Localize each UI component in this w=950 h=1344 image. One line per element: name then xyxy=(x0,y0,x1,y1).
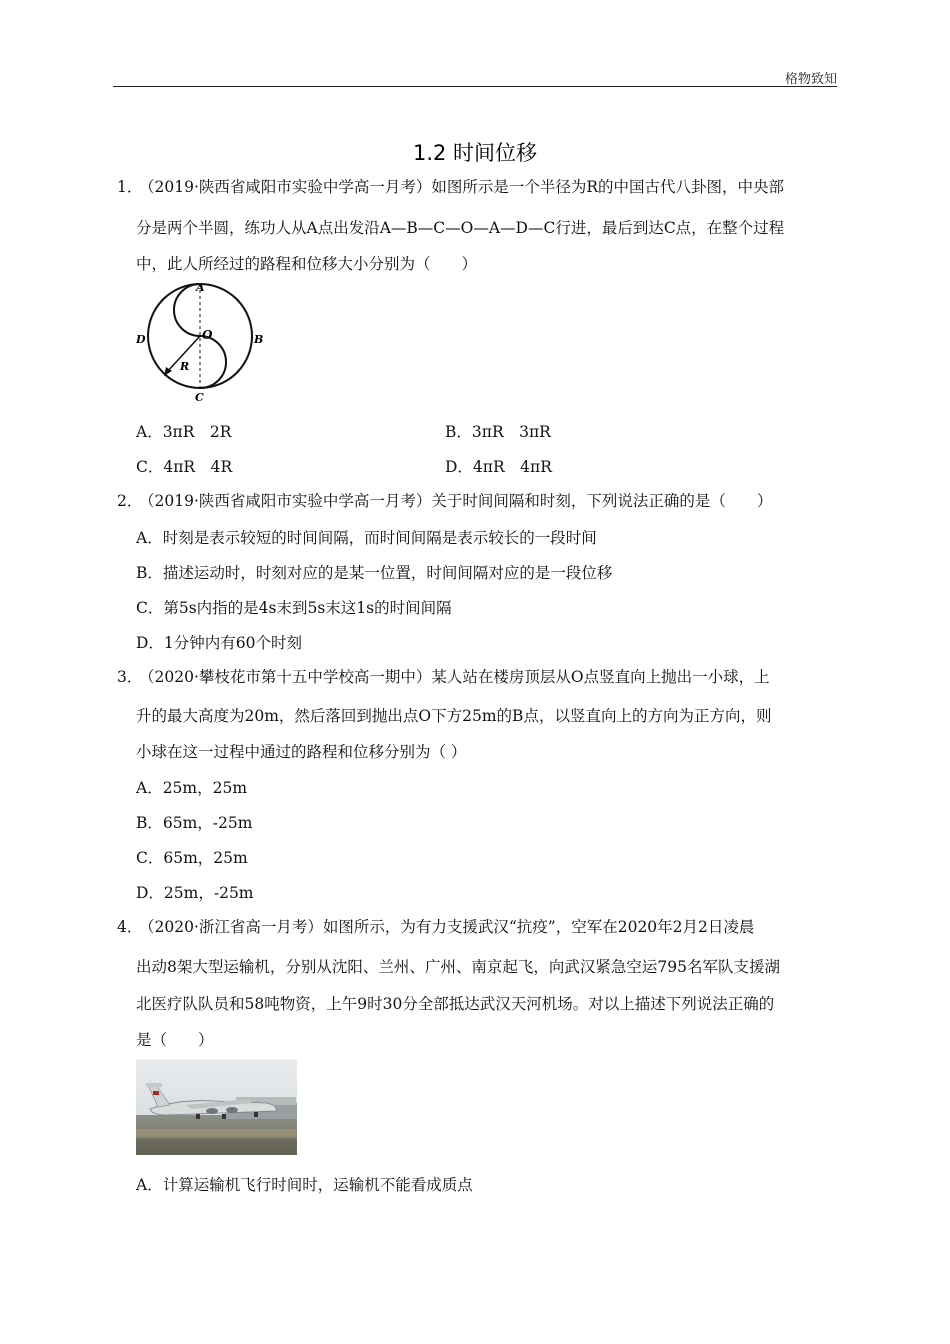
question-number: 3． xyxy=(117,668,143,686)
question-3-line-2: 升的最大高度为20m，然后落回到抛出点O下方25m的B点，以竖直向上的方向为正方向，则 xyxy=(136,707,772,725)
q1-option-a: A．3πR 2R xyxy=(136,423,232,441)
q2-option-c: C．第5s内指的是4s末到5s末这1s的时间间隔 xyxy=(136,599,452,617)
question-1-line-1: 1．（2019·陕西省咸阳市实验中学高一月考）如图所示是一个半径为R的中国古代八卦图，中央部 xyxy=(113,170,837,205)
question-1-line-3: 中，此人所经过的路程和位移大小分别为（ ） xyxy=(136,255,478,273)
label-a: A xyxy=(196,281,205,294)
question-4-line-4: 是（ ） xyxy=(136,1031,214,1049)
question-2-line-1: 2．（2019·陕西省咸阳市实验中学高一月考）关于时间间隔和时刻，下列说法正确的是（ ） xyxy=(113,484,837,519)
q2-option-a: A．时刻是表示较短的时间间隔，而时间间隔是表示较长的一段时间 xyxy=(136,529,597,547)
transport-aircraft-photo xyxy=(136,1059,297,1155)
label-c: C xyxy=(195,391,204,404)
label-d: D xyxy=(136,333,146,346)
q2-option-d: D．1分钟内有60个时刻 xyxy=(136,634,303,652)
question-number: 2． xyxy=(117,492,143,510)
q4-option-a: A．计算运输机飞行时间时，运输机不能看成质点 xyxy=(136,1176,473,1194)
q3-option-d: D．25m，-25m xyxy=(136,884,254,902)
question-3-line-1: 3．（2020·攀枝花市第十五中学校高一期中）某人站在楼房顶层从O点竖直向上抛出一小球，上 xyxy=(113,660,837,695)
question-4-line-1: 4．（2020·浙江省高一月考）如图所示，为有力支援武汉“抗疫”，空军在2020年2月2日凌晨 xyxy=(113,910,837,945)
label-b: B xyxy=(254,333,264,346)
question-4-line-2: 出动8架大型运输机，分别从沈阳、兰州、广州、南京起飞，向武汉紧急空运795名军队支援湖 xyxy=(136,958,780,976)
q3-option-a: A．25m，25m xyxy=(136,779,248,797)
question-4-line-3: 北医疗队队员和58吨物资，上午9时30分全部抵达武汉天河机场。对以上描述下列说法正确的 xyxy=(136,995,775,1013)
bagua-diagram xyxy=(130,280,270,405)
question-number: 1． xyxy=(117,178,143,196)
q1-option-c: C．4πR 4R xyxy=(136,458,233,476)
page-title: 1.2 时间位移 xyxy=(412,141,538,165)
q1-option-b: B．3πR 3πR xyxy=(445,423,551,441)
q1-option-d: D．4πR 4πR xyxy=(445,458,552,476)
question-number: 4． xyxy=(117,918,143,936)
question-1-line-2: 分是两个半圆，练功人从A点出发沿A—B—C—O—A—D—C行进，最后到达C点，在整个过程 xyxy=(136,219,785,237)
q3-option-c: C．65m，25m xyxy=(136,849,248,867)
label-o: O xyxy=(202,328,213,342)
header-divider xyxy=(113,86,837,87)
q3-option-b: B．65m，-25m xyxy=(136,814,253,832)
q2-option-b: B．描述运动时，时刻对应的是某一位置，时间间隔对应的是一段位移 xyxy=(136,564,613,582)
label-r: R xyxy=(180,360,190,373)
question-3-line-3: 小球在这一过程中通过的路程和位移分别为（ ） xyxy=(136,743,467,761)
header-brand: 格物致知 xyxy=(784,72,837,87)
